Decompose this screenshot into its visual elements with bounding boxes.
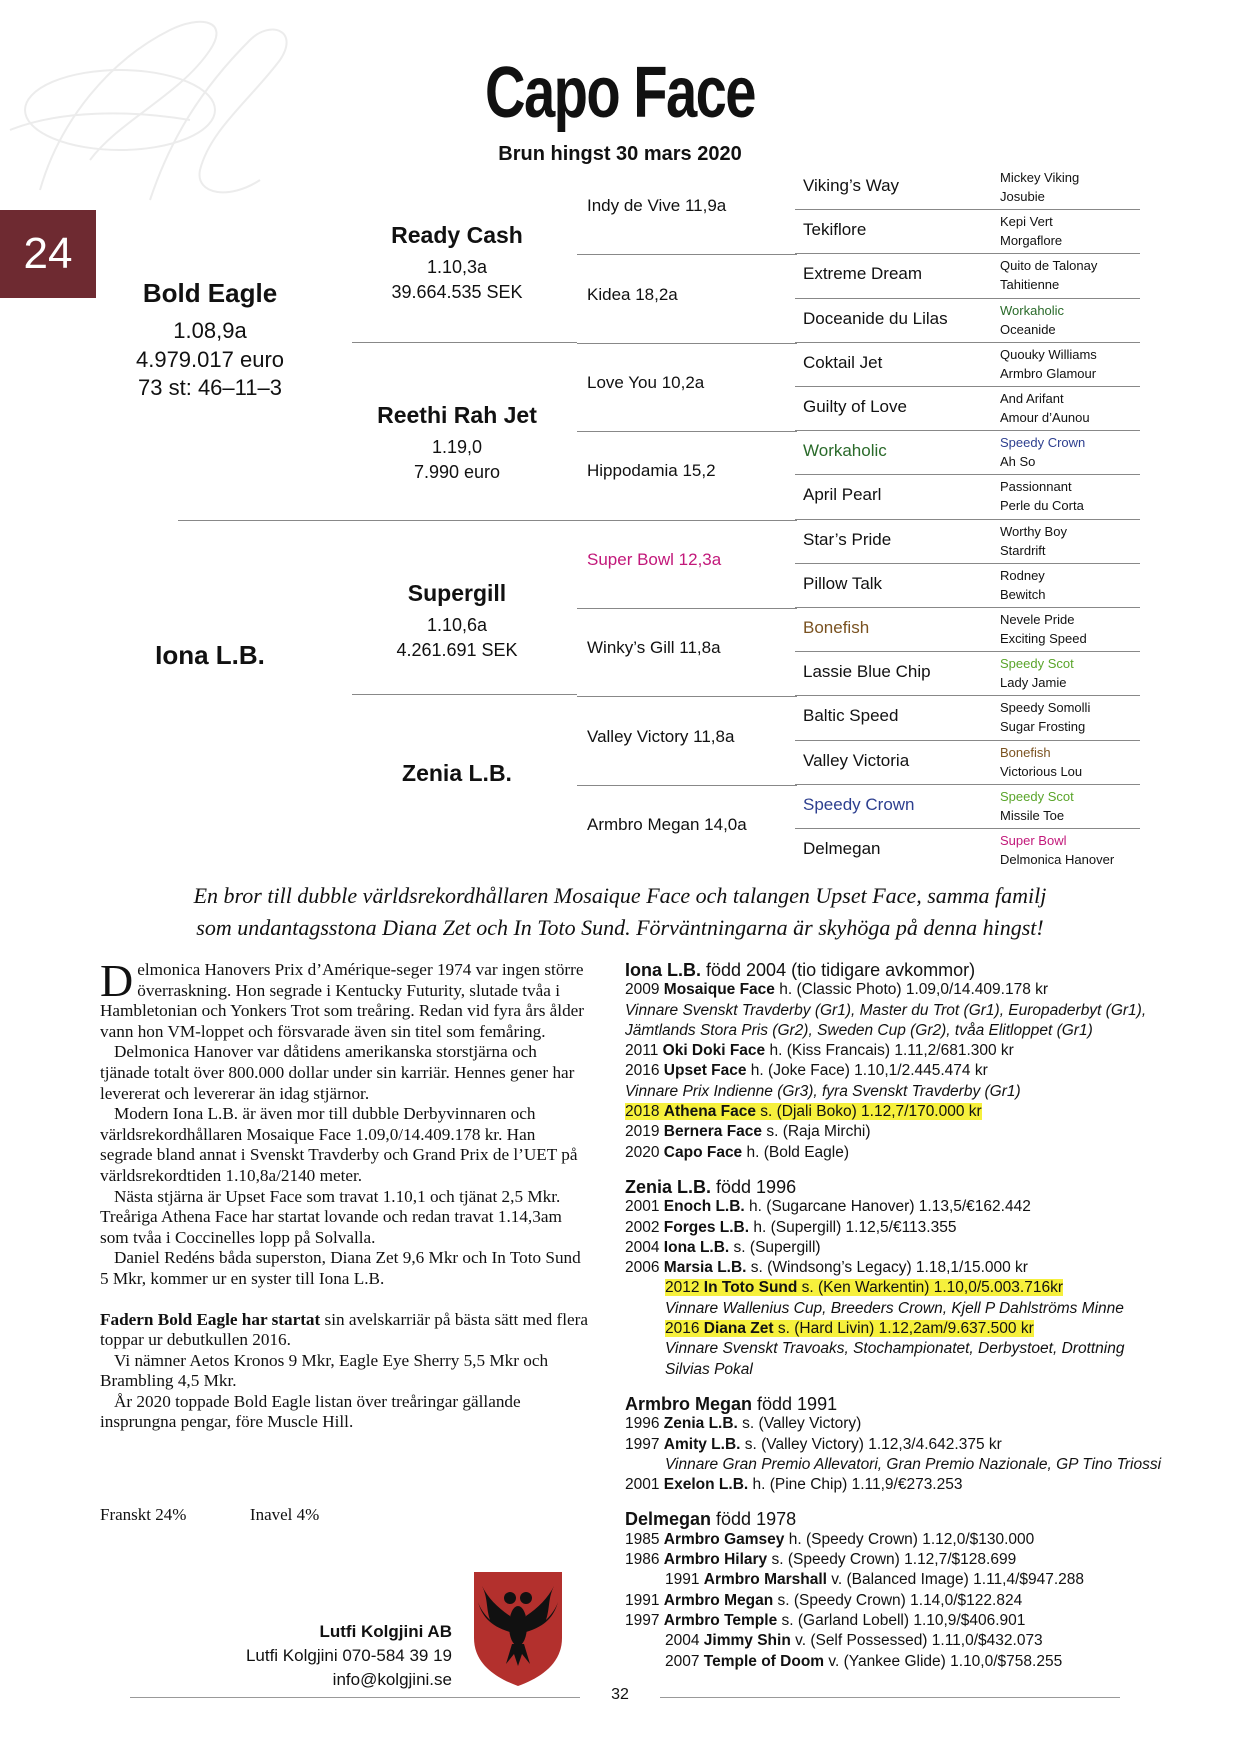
- g5-pair: [1000, 743, 1120, 781]
- inbreeding-percentage: Inavel 4%: [249, 1505, 320, 1524]
- pedigree-divider: [795, 828, 1140, 829]
- g5-pair: [1000, 610, 1120, 648]
- produce-offspring: 2020 Capo Face h. (Bold Eagle): [625, 1143, 850, 1161]
- g5-horse: Morgaflore: [1000, 233, 1063, 249]
- produce-offspring: 2001 Enoch L.B. h. (Sugarcane Hanover) 1.13,5/€162.442: [625, 1198, 1031, 1216]
- produce-offspring: 2009 Mosaique Face h. (Classic Photo) 1.09,0/14.409.178 kr: [625, 981, 1049, 999]
- g5-horse: Armbro Glamour: [1000, 365, 1097, 381]
- g5-horse: Rodney: [1000, 567, 1045, 583]
- g5-horse: Oceanide: [1000, 321, 1056, 337]
- catalog-number-badge: 24: [0, 210, 96, 298]
- paragraph-text: elmonica Hanovers Prix d’Amérique-seger 1974 var ingen större överraskning. Hon segrade i Kentucky Futurity, slutade tvåa i Hambletonian och Yonkers Trot som treåring. Redan vid fyra års ålder vann hon VM-loppet och försvarade även sin titel som femåring.: [100, 960, 585, 1041]
- g5-horse: Lady Jamie: [1000, 675, 1067, 691]
- produce-dam-heading: Iona L.B. född 2004 (tio tidigare avkommor): [625, 960, 976, 980]
- produce-dam-heading: Armbro Megan född 1991: [625, 1393, 838, 1414]
- g3-horse: Armbro Megan 14,0a: [587, 815, 747, 834]
- g5-horse: Stardrift: [1000, 542, 1046, 558]
- g5-horse: Passionnant: [1000, 479, 1072, 495]
- g5-horse: Victorious Lou: [1000, 763, 1083, 779]
- produce-note: Vinnare Svenskt Travderby (Gr1), Master du Trot (Gr1), Europaderbyt (Gr1),: [625, 1001, 1147, 1019]
- produce-offspring: 2002 Forges L.B. h. (Supergill) 1.12,5/€113.355: [625, 1218, 957, 1236]
- pedigree-divider: [577, 785, 797, 786]
- g3-horse: Hippodamia 15,2: [587, 461, 716, 481]
- g2-name: Reethi Rah Jet: [377, 402, 537, 428]
- g2-name: Zenia L.B.: [402, 760, 512, 786]
- g5-horse: Quito de Talonay: [1000, 258, 1098, 274]
- produce-note: Jämtlands Stora Pris (Gr2), Sweden Cup (Gr2), tvåa Elitloppet (Gr1): [625, 1021, 1093, 1039]
- g5-pair: [1000, 389, 1120, 427]
- sire-record: 1.08,9a: [173, 318, 247, 343]
- produce-offspring: 2019 Bernera Face s. (Raja Mirchi): [625, 1123, 871, 1141]
- g3-horse: Super Bowl 12,3a: [587, 549, 722, 569]
- g3-horse: Valley Victory 11,8a: [587, 726, 735, 746]
- g5-pair: [1000, 566, 1120, 604]
- breeding-stats: [100, 1505, 319, 1525]
- produce-dam-heading: Delmegan född 1978: [625, 1509, 797, 1530]
- article-paragraph: Daniel Redéns båda superston, Diana Zet 9,6 Mkr och In Toto Sund 5 Mkr, kommer ur en syster till Iona L.B.: [100, 1248, 581, 1288]
- g5-horse: Speedy Crown: [1000, 435, 1086, 451]
- produce-block: [625, 1177, 1185, 1380]
- produce-note: Vinnare Wallenius Cup, Breeders Crown, Kjell P Dahlströms Minne: [665, 1299, 1124, 1317]
- pedigree-divider: [352, 694, 577, 695]
- g4-horse: Pillow Talk: [803, 573, 883, 593]
- pedigree-divider: [795, 430, 1140, 431]
- produce-offspring: 2001 Exelon L.B. h. (Pine Chip) 1.11,9/€273.253: [625, 1476, 963, 1494]
- g2-earnings: 7.990 euro: [413, 462, 501, 483]
- produce-records: [625, 960, 1185, 1672]
- g5-horse: Nevele Pride: [1000, 612, 1075, 627]
- pedigree-divider: [577, 520, 797, 521]
- article-paragraph: [100, 955, 590, 1042]
- produce-offspring: 1991 Armbro Marshall v. (Balanced Image) 1.11,4/$947.288: [665, 1571, 1085, 1589]
- pedigree-divider: [795, 253, 1140, 254]
- sire-name: Bold Eagle: [142, 278, 278, 308]
- albanian-eagle-crest-icon: [470, 1568, 566, 1688]
- g4-horse: Lassie Blue Chip: [803, 662, 931, 682]
- contact-email[interactable]: info@kolgjini.se: [332, 1670, 452, 1689]
- company-name: Lutfi Kolgjini AB: [319, 1622, 452, 1641]
- pedigree-divider: [795, 563, 1140, 564]
- g5-horse: Worthy Boy: [1000, 523, 1067, 539]
- g5-horse: Sugar Frosting: [1000, 719, 1086, 735]
- g3-horse: Indy de Vive 11,9a: [587, 196, 727, 216]
- g5-horse: Missile Toe: [1000, 807, 1065, 823]
- g2-reethi-rah-jet: [352, 402, 562, 485]
- paragraph-lead: Fadern Bold Eagle har startat: [100, 1309, 321, 1329]
- g4-horse: April Pearl: [803, 485, 882, 505]
- g4-horse: Extreme Dream: [803, 264, 923, 284]
- g5-pair: [1000, 654, 1120, 692]
- g4-horse: Viking’s Way: [803, 176, 900, 195]
- g5-horse: Perle du Corta: [1000, 498, 1084, 514]
- produce-block: [625, 960, 1185, 1163]
- g4-horse: Bonefish: [803, 618, 870, 637]
- footer-rule: [130, 1697, 580, 1698]
- pedigree-divider: [795, 519, 1140, 520]
- produce-block: [625, 1509, 1185, 1671]
- footer-contact: [200, 1620, 452, 1692]
- sire-starts: 73 st: 46–11–3: [138, 375, 282, 401]
- article-paragraph: [100, 1310, 590, 1351]
- produce-offspring: 2011 Oki Doki Face h. (Kiss Francais) 1.11,2/681.300 kr: [625, 1042, 1014, 1060]
- intro-tagline: [100, 880, 1140, 944]
- g5-horse: Speedy Somolli: [1000, 700, 1091, 716]
- g2-name: Ready Cash: [391, 222, 523, 248]
- g5-pair: [1000, 433, 1120, 471]
- french-percentage: Franskt 24%: [100, 1505, 187, 1524]
- produce-offspring: 1991 Armbro Megan s. (Speedy Crown) 1.14,0/$122.824: [625, 1591, 1023, 1609]
- g5-pair: [1000, 831, 1120, 869]
- pedigree-divider: [795, 386, 1140, 387]
- g5-horse: Speedy Scot: [1000, 788, 1074, 804]
- produce-offspring: 1997 Amity L.B. s. (Valley Victory) 1.12,3/4.642.375 kr: [625, 1435, 1002, 1453]
- g2-record: 1.10,6a: [426, 615, 488, 635]
- article-paragraph: Nästa stjärna är Upset Face som travat 1.10,1 och tjänat 2,5 Mkr. Treåriga Athena Face har startat lovande och redan travat 1.14,3am som tvåa i Coccinelles lopp på Solvalla.: [100, 1186, 562, 1247]
- g5-horse: Quouky Williams: [1000, 346, 1097, 362]
- g2-earnings: 39.664.535 SEK: [391, 282, 523, 303]
- pedigree-divider: [577, 608, 797, 609]
- article-text: [100, 955, 590, 1433]
- pedigree-divider: [577, 343, 797, 344]
- pedigree-divider: [795, 342, 1140, 343]
- produce-offspring: 2012 In Toto Sund s. (Ken Warkentin) 1.10,0/5.003.716kr: [665, 1279, 1063, 1297]
- g5-horse: Mickey Viking: [1000, 170, 1080, 185]
- produce-offspring: 2004 Jimmy Shin v. (Self Possessed) 1.11,0/$432.073: [665, 1632, 1043, 1650]
- produce-offspring: 2006 Marsia L.B. s. (Windsong’s Legacy) 1.18,1/15.000 kr: [625, 1259, 1028, 1277]
- g4-horse: Valley Victoria: [803, 750, 910, 770]
- produce-note: Vinnare Svenskt Travoaks, Stochampionatet, Derbystoet, Drottning: [665, 1340, 1125, 1358]
- pedigree-divider: [352, 342, 577, 343]
- produce-note: Vinnare Gran Premio Allevatori, Gran Premio Nazionale, GP Tino Triossi: [665, 1455, 1162, 1473]
- g4-horse: Star’s Pride: [803, 529, 892, 549]
- g5-horse: Josubie: [1000, 189, 1045, 204]
- pedigree-divider: [795, 474, 1140, 475]
- g5-horse: Tahitienne: [1000, 277, 1060, 293]
- g5-horse: Workaholic: [1000, 302, 1065, 318]
- g2-supergill: [352, 580, 562, 663]
- produce-note: Vinnare Prix Indienne (Gr3), fyra Svenskt Travderby (Gr1): [625, 1082, 1021, 1100]
- g5-pair: [1000, 522, 1120, 560]
- g5-horse: Ah So: [1000, 454, 1036, 470]
- pedigree-divider: [795, 607, 1140, 608]
- g3-horse: Winky’s Gill 11,8a: [587, 638, 721, 658]
- g5-pair: [1000, 345, 1120, 383]
- g5-horse: Bewitch: [1000, 586, 1046, 602]
- pedigree-divider: [795, 209, 1140, 210]
- g5-horse: And Arifant: [1000, 391, 1064, 406]
- article-paragraph: År 2020 toppade Bold Eagle listan över treåringar gällande insprungna pengar, före Muscle Hill.: [100, 1391, 521, 1432]
- g2-record: 1.19,0: [431, 437, 483, 457]
- intro-line-2: som undantagsstona Diana Zet och In Toto Sund. Förväntningarna är skyhöga på denna hingst!: [196, 915, 1044, 940]
- produce-offspring: 2016 Upset Face h. (Joke Face) 1.10,1/2.445.474 kr: [625, 1062, 988, 1080]
- produce-note: Silvias Pokal: [665, 1360, 753, 1378]
- g2-name: Supergill: [407, 580, 507, 606]
- dam-name: Iona L.B.: [155, 640, 265, 670]
- produce-offspring: 2016 Diana Zet s. (Hard Livin) 1.12,2am/9.637.500 kr: [665, 1320, 1034, 1338]
- pedigree-divider: [795, 784, 1140, 785]
- footer-rule: [660, 1697, 1120, 1698]
- sire-earnings: 4.979.017 euro: [135, 346, 285, 372]
- g4-horse: Baltic Speed: [803, 706, 899, 726]
- g2-earnings: 4.261.691 SEK: [396, 640, 518, 661]
- g5-horse: Delmonica Hanover: [1000, 852, 1115, 867]
- pedigree-divider: [178, 520, 578, 521]
- g4-horse: Speedy Crown: [803, 794, 915, 814]
- g5-horse: Exciting Speed: [1000, 631, 1087, 646]
- produce-offspring: 2004 Iona L.B. s. (Supergill): [625, 1238, 821, 1256]
- g5-pair: [1000, 256, 1120, 294]
- sire-block: [110, 278, 310, 403]
- g4-horse: Tekiflore: [803, 220, 867, 240]
- g5-pair: [1000, 477, 1120, 515]
- horse-title: Capo Face: [485, 53, 755, 133]
- g4-horse: Doceanide du Lilas: [803, 308, 948, 328]
- g2-zenia-lb: [352, 760, 562, 787]
- g4-horse: Workaholic: [803, 441, 887, 461]
- pedigree-divider: [795, 298, 1140, 299]
- g2-record: 1.10,3a: [426, 257, 488, 277]
- contact-phone: Lutfi Kolgjini 070-584 39 19: [245, 1646, 452, 1665]
- produce-block: [625, 1394, 1185, 1495]
- article-paragraph: Delmonica Hanover var dåtidens amerikanska storstjärna och tjänade totalt över 800.000 dollar under sin karriär. Hennes gener har levererat och levererar än idag stjärnor.: [100, 1042, 575, 1103]
- pedigree-divider: [577, 696, 797, 697]
- g5-pair: [1000, 212, 1120, 250]
- intro-line-1: En bror till dubble världsrekordhållaren Mosaique Face och talangen Upset Face, samma familj: [193, 883, 1047, 908]
- g4-horse: Guilty of Love: [803, 397, 907, 416]
- g3-horse: Love You 10,2a: [587, 373, 705, 392]
- g5-pair: [1000, 698, 1120, 736]
- g5-pair: [1000, 301, 1120, 339]
- g4-horse: Delmegan: [803, 839, 881, 858]
- pedigree-divider: [577, 431, 797, 432]
- article-paragraph: Vi nämner Aetos Kronos 9 Mkr, Eagle Eye Sherry 5,5 Mkr och Brambling 4,5 Mkr.: [100, 1350, 549, 1391]
- g5-horse: Kepi Vert: [1000, 214, 1053, 230]
- paragraph-text: sin avelskarriär på bästa sätt med flera toppar ur debutkullen 2016.: [100, 1309, 588, 1350]
- produce-offspring: 2007 Temple of Doom v. (Yankee Glide) 1.10,0/$758.255: [665, 1652, 1063, 1670]
- g5-pair: [1000, 168, 1120, 206]
- produce-offspring: 2018 Athena Face s. (Djali Boko) 1.12,7/170.000 kr: [625, 1103, 982, 1121]
- horse-subtitle: Brun hingst 30 mars 2020: [498, 143, 742, 165]
- produce-offspring: 1985 Armbro Gamsey h. (Speedy Crown) 1.12,0/$130.000: [625, 1530, 1035, 1548]
- g3-horse: Kidea 18,2a: [587, 284, 678, 304]
- g4-horse: Coktail Jet: [803, 352, 883, 372]
- produce-dam-heading: Zenia L.B. född 1996: [625, 1176, 797, 1197]
- g5-horse: Amour d’Aunou: [1000, 410, 1090, 425]
- produce-offspring: 1996 Zenia L.B. s. (Valley Victory): [625, 1415, 862, 1433]
- g5-pair: [1000, 787, 1120, 825]
- g5-horse: Bonefish: [1000, 744, 1051, 760]
- article-paragraph: Modern Iona L.B. är även mor till dubble Derbyvinnaren och världsrekordhållaren Mosaique Face 1.09,0/14.409.178 kr. Han segrade bland annat i Svenskt Travderby och Grand Prix de l’UET på världsrekordtiden 1.10,8a/2140 meter.: [100, 1104, 578, 1185]
- pedigree-divider: [577, 254, 797, 255]
- produce-offspring: 1997 Armbro Temple s. (Garland Lobell) 1.10,9/$406.901: [625, 1611, 1026, 1629]
- page-number: 32: [611, 1686, 629, 1703]
- g2-ready-cash: [352, 222, 562, 305]
- drop-cap: D: [100, 955, 134, 1006]
- pedigree-divider: [795, 695, 1140, 696]
- g5-horse: Super Bowl: [1000, 833, 1067, 848]
- produce-offspring: 1986 Armbro Hilary s. (Speedy Crown) 1.12,7/$128.699: [625, 1551, 1017, 1569]
- pedigree-divider: [795, 651, 1140, 652]
- pedigree-divider: [795, 740, 1140, 741]
- g5-horse: Speedy Scot: [1000, 656, 1074, 672]
